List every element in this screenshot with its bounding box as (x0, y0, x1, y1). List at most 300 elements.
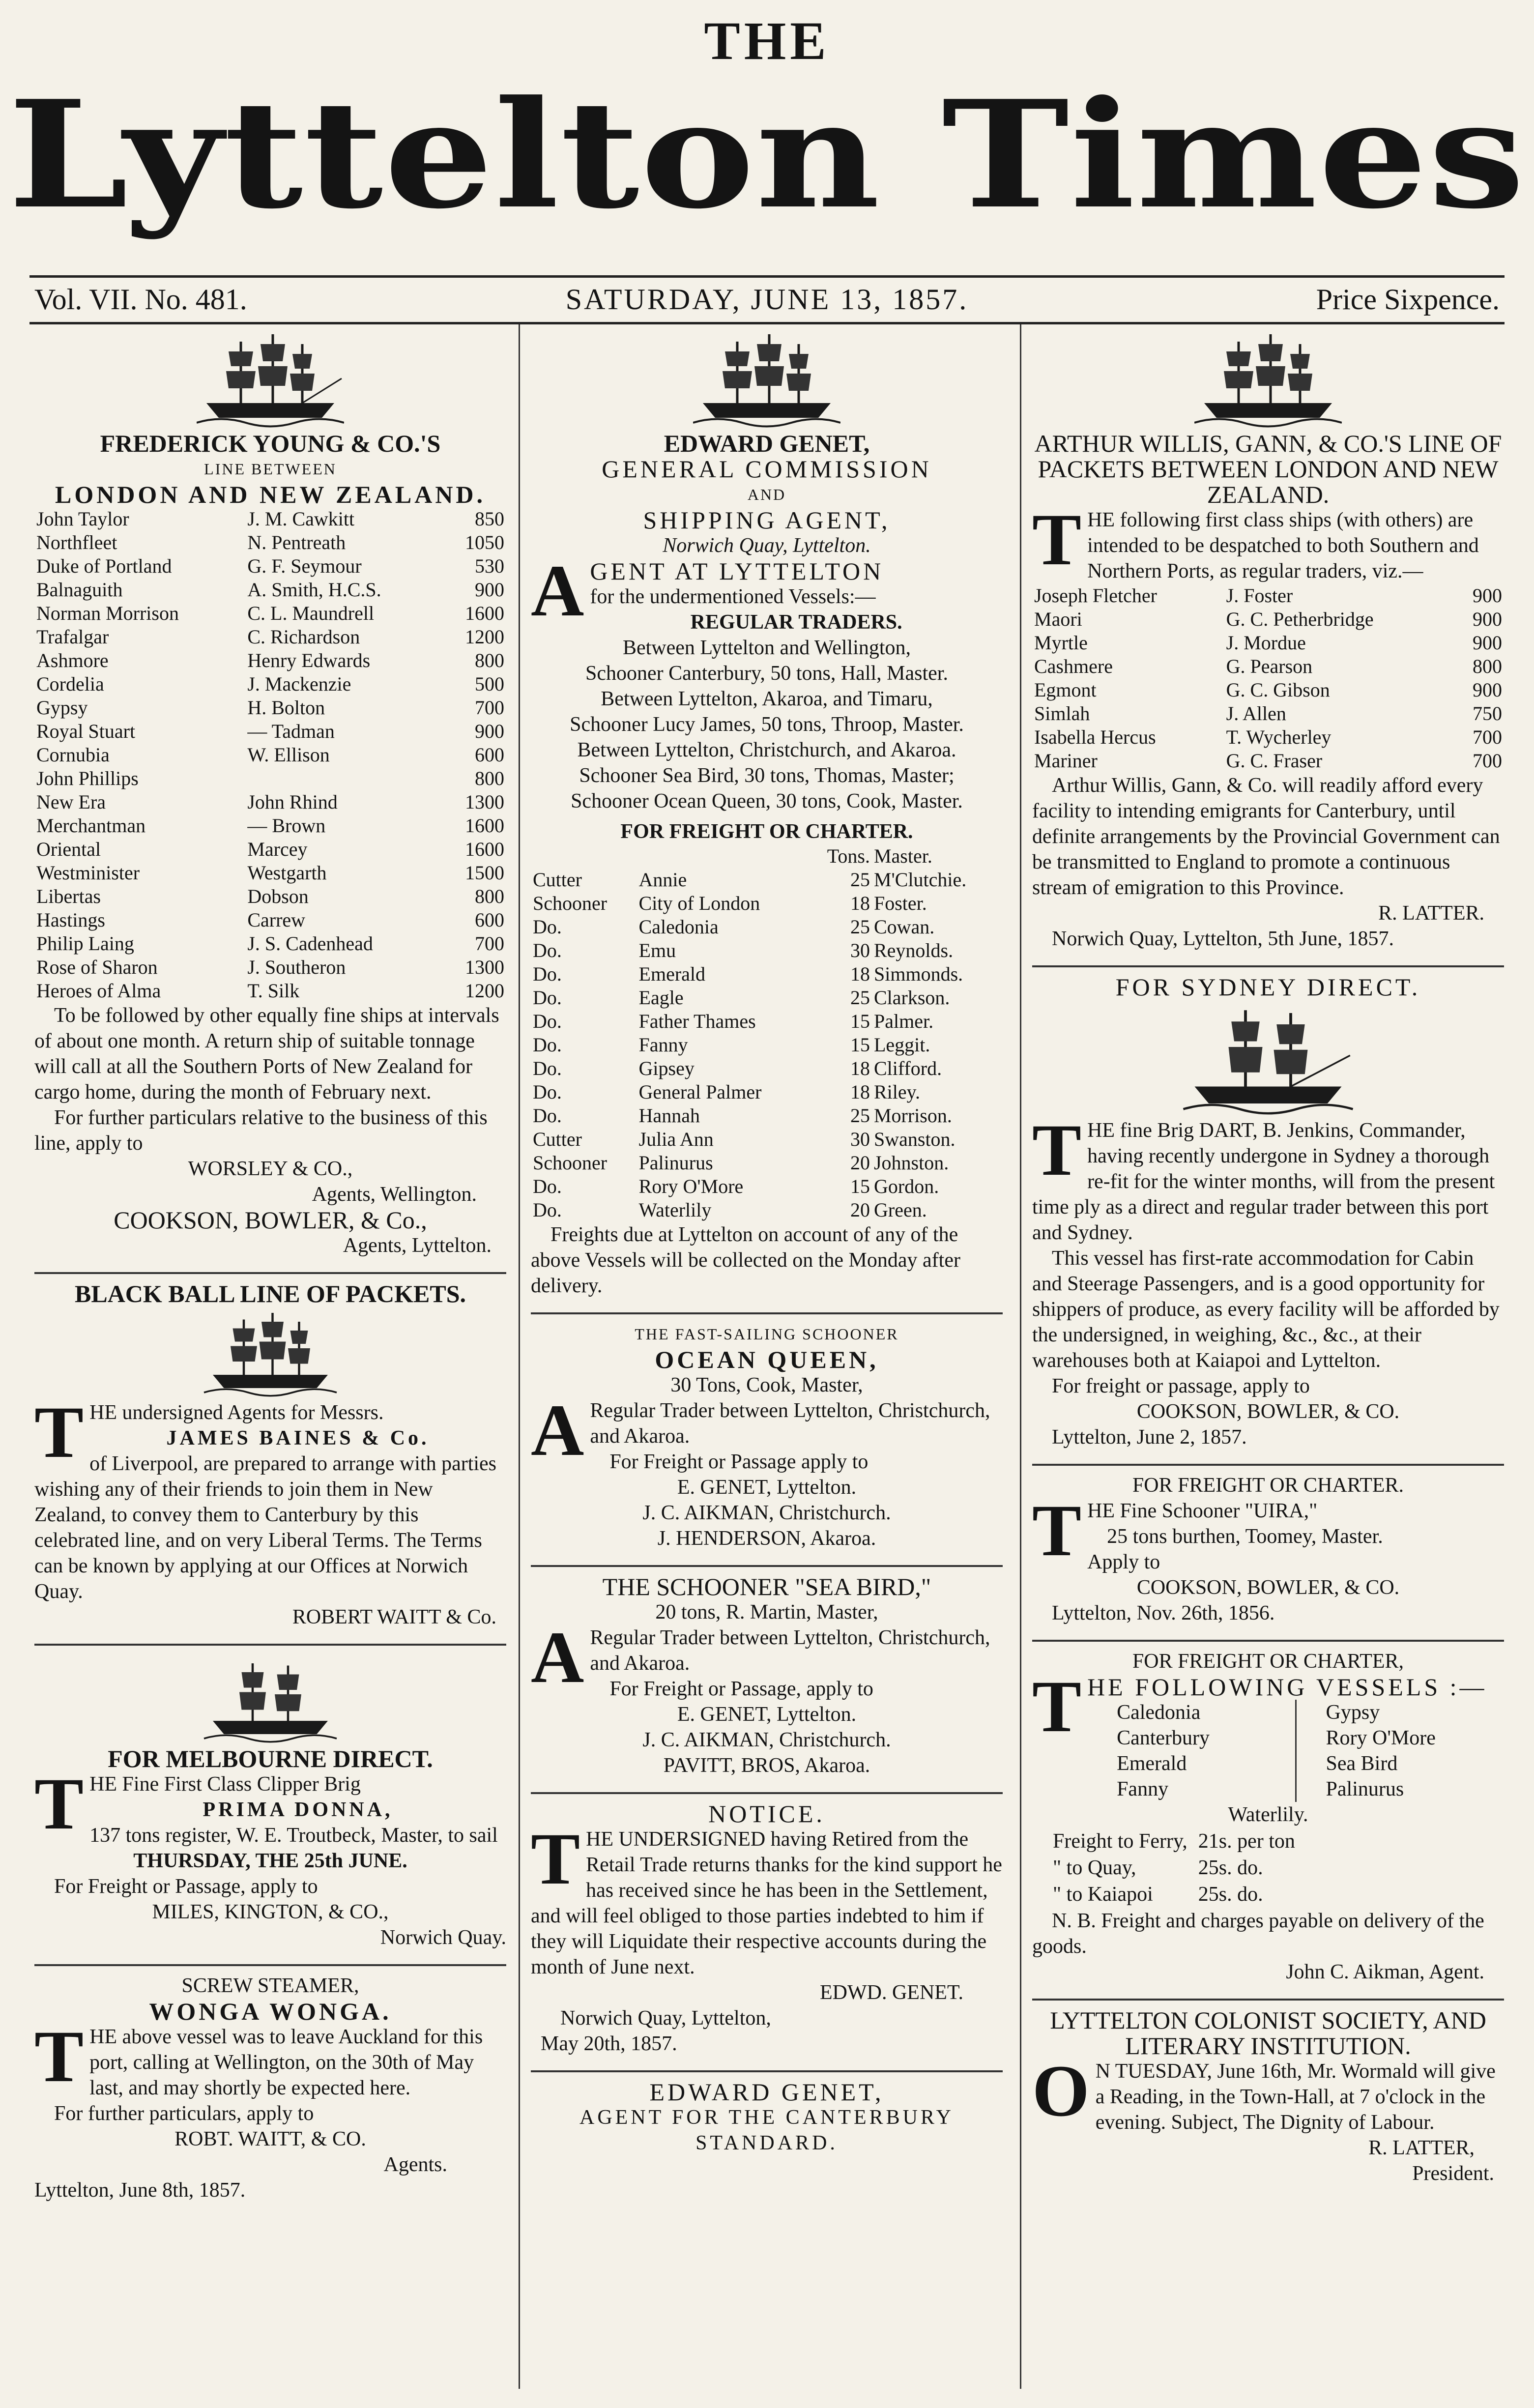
vessel-name: Eagle (638, 986, 684, 1009)
vessel-tons: 20 (850, 1199, 870, 1221)
ship-name: John Taylor (36, 508, 129, 530)
society-body: N TUESDAY, June 16th, Mr. Wormald will give a Reading, in the Town-Hall, at 7 o'clock in the evening. Subject, The Dignity of Labour. (1095, 2060, 1496, 2134)
vessel-master: Clifford. (873, 1057, 942, 1079)
genet-footer-agent: AGENT FOR THE CANTERBURY (579, 2106, 954, 2129)
ship-tons: 900 (1473, 632, 1502, 654)
ship-tons: 1050 (465, 531, 504, 553)
trader-line: Between Lyttelton and Wellington, (622, 637, 911, 659)
ship-tons: 700 (475, 696, 504, 719)
vessel-name: Caledonia (1117, 1701, 1201, 1724)
ship-tons: 800 (475, 767, 504, 789)
agent-line: J. C. AIKMAN, Christchurch. (642, 1502, 891, 1524)
ship-row (34, 531, 506, 554)
ship-name: Rose of Sharon (36, 956, 158, 978)
ship-row (1032, 608, 1504, 631)
ship-name: Hastings (36, 909, 105, 931)
ship-row (34, 625, 506, 649)
ship-row (1032, 725, 1504, 749)
vessel-type: Do. (533, 1175, 562, 1197)
trader-line: Schooner Sea Bird, 30 tons, Thomas, Master; (579, 764, 955, 787)
vessel-row (531, 962, 1003, 986)
sydney-dated: Lyttelton, June 2, 1857. (1052, 1426, 1247, 1449)
vessel-name: Father Thames (638, 1010, 756, 1032)
ship-name: Balnaguith (36, 579, 123, 601)
vessel-tons: 30 (850, 1128, 870, 1150)
ship-row (1032, 702, 1504, 725)
agent-line: J. HENDERSON, Akaroa. (657, 1527, 876, 1550)
vessel-type: Do. (533, 916, 562, 938)
willis-ship-table (1032, 584, 1504, 773)
drop-cap: A (531, 1390, 584, 1471)
vessel-tons: 18 (850, 963, 870, 985)
notice-heading: NOTICE. (708, 1800, 825, 1828)
ship-name: John Phillips (36, 767, 139, 789)
line-between-label: LINE BETWEEN (204, 460, 337, 478)
sea-bird-body: Regular Trader between Lyttelton, Christchurch, and Akaroa. (590, 1626, 990, 1675)
ship-tons: 850 (475, 508, 504, 530)
vessel-name: Fanny (638, 1034, 688, 1056)
uira-heading: FOR FREIGHT OR CHARTER. (1132, 1474, 1404, 1497)
vessel-name: City of London (638, 892, 760, 914)
notice-date: May 20th, 1857. (541, 2032, 677, 2055)
ship-tons: 1500 (465, 862, 504, 884)
uira-tons: 25 tons burthen, Toomey, Master. (1107, 1525, 1383, 1548)
fee-row (1048, 1828, 1300, 1854)
vessel-row (531, 986, 1003, 1010)
column-2 (531, 324, 1003, 2389)
ship-row (34, 507, 506, 531)
regular-traders-heading: REGULAR TRADERS. (690, 611, 902, 634)
sydney-body2: This vessel has first-rate accommodation for Cabin and Steerage Passengers, and is a good opportunity for shippers of produce, as every facility will be afforded by the undersigned, in weighing, &c., &c., at their warehouses both at Kaiapoi and Lyttelton. (1032, 1247, 1500, 1372)
master-header: Master. (873, 845, 932, 867)
black-ball-advert (34, 1278, 506, 1637)
notice-address: Norwich Quay, Lyttelton, (560, 2007, 771, 2030)
vessel-master: Reynolds. (873, 939, 954, 961)
ship-name: Philip Laing (36, 932, 134, 955)
sydney-agent: COOKSON, BOWLER, & CO. (1136, 1400, 1400, 1423)
young-agent2: COOKSON, BOWLER, & Co., (114, 1206, 427, 1234)
divider (531, 2070, 1003, 2072)
ship-tons: 530 (475, 555, 504, 577)
notice-advert (531, 1798, 1003, 2063)
ship-name: Maori (1034, 608, 1082, 630)
ship-name: Trafalgar (36, 626, 109, 648)
drop-cap: T (1032, 1490, 1082, 1571)
genet-agent-line: GENT AT LYTTELTON (590, 557, 884, 585)
vessel-name: Julia Ann (638, 1128, 714, 1150)
ship-master: J. M. Cawkitt (247, 508, 355, 530)
ship-master: — Brown (247, 814, 326, 837)
vessel-type: Do. (533, 1104, 562, 1127)
ship-tons: 1600 (465, 838, 504, 860)
ship-tons: 800 (475, 649, 504, 671)
ship-name: Ashmore (36, 649, 109, 671)
ship-tons: 1600 (465, 602, 504, 624)
ship-row (34, 743, 506, 767)
trader-line: Schooner Lucy James, 50 tons, Throop, Master. (570, 713, 964, 736)
ship-engraving-icon (1180, 1002, 1357, 1115)
agent-line: PAVITT, BROS, Akaroa. (663, 1754, 870, 1777)
vessel-master: Leggit. (873, 1034, 930, 1056)
ship-engraving-icon (693, 329, 840, 428)
vessel-name: Emerald (638, 963, 706, 985)
vessel-name: Rory O'More (638, 1175, 744, 1197)
uira-advert (1032, 1470, 1504, 1633)
vessel-master: Green. (873, 1199, 927, 1221)
vessel-name: General Palmer (638, 1081, 762, 1103)
vessel-row (531, 1151, 1003, 1175)
vessel-type: Cutter (533, 869, 582, 891)
steamer-agent-role: Agents. (383, 2153, 447, 2176)
ship-row (34, 696, 506, 720)
ship-row (1032, 631, 1504, 655)
ship-tons: 1600 (465, 814, 504, 837)
ship-master: Henry Edwards (247, 649, 371, 671)
agent-line: E. GENET, Lyttelton. (677, 1703, 857, 1726)
column-1 (34, 324, 506, 2389)
vessel-master: Johnston. (873, 1152, 949, 1174)
ship-master: Carrew (247, 909, 306, 931)
ship-tons: 900 (475, 579, 504, 601)
vessel-type: Do. (533, 963, 562, 985)
willis-dated: Norwich Quay, Lyttelton, 5th June, 1857. (1052, 928, 1394, 950)
ship-name: Westminister (36, 862, 140, 884)
ocean-queen-apply: For Freight or Passage apply to (609, 1451, 868, 1473)
vessel-tons: 25 (850, 869, 870, 891)
ship-master: T. Wycherley (1226, 726, 1331, 748)
black-ball-signature: ROBERT WAITT & Co. (292, 1606, 496, 1628)
freights-note: Freights due at Lyttelton on account of any of the above Vessels will be collected on the Monday after delivery. (531, 1223, 960, 1297)
genet-footer-name: EDWARD GENET, (649, 2078, 884, 2106)
vessel-master: Simmonds. (873, 963, 963, 985)
vessel-type: Do. (533, 1199, 562, 1221)
vessel-name: Waterlily. (1228, 1803, 1308, 1826)
vessel-row (531, 1010, 1003, 1033)
drop-cap: T (531, 1818, 580, 1900)
vessel-type: Do. (533, 1034, 562, 1056)
uira-lead: HE Fine Schooner "UIRA," (1087, 1500, 1318, 1522)
ship-name: Myrtle (1034, 632, 1088, 654)
vessel-name: Emu (638, 939, 676, 961)
ship-master: G. F. Seymour (247, 555, 362, 577)
ship-name: Mariner (1034, 750, 1098, 772)
ship-name: Libertas (36, 885, 101, 907)
willis-lead: HE following first class ships (with others) are intended to be despatched to both Southern and Northern Ports, as regular traders, viz.— (1087, 509, 1479, 582)
genet-for-line: for the undermentioned Vessels:— (590, 585, 876, 608)
vessel-type: Do. (533, 1057, 562, 1079)
steamer-advert (34, 1970, 506, 2210)
ship-tons: 600 (475, 744, 504, 766)
ship-row (34, 814, 506, 838)
ship-name: Duke of Portland (36, 555, 172, 577)
vessel-row (531, 939, 1003, 962)
steamer-name: WONGA WONGA. (149, 1998, 392, 2025)
ship-row (1032, 678, 1504, 702)
drop-cap: T (1032, 1109, 1082, 1191)
divider (1032, 1640, 1504, 1642)
ship-tons: 500 (475, 673, 504, 695)
vessel-master: Foster. (873, 892, 927, 914)
ship-master: J. Mordue (1226, 632, 1306, 654)
ship-row (34, 979, 506, 1003)
ship-name: Cordelia (36, 673, 104, 695)
uira-apply: Apply to (1087, 1551, 1160, 1573)
charter-lead: HE FOLLOWING VESSELS :— (1087, 1673, 1487, 1701)
ocean-queen-advert (531, 1318, 1003, 1558)
drop-cap: T (1032, 1666, 1082, 1747)
ship-master: Marcey (247, 838, 308, 860)
vessel-master: Palmer. (873, 1010, 934, 1032)
society-heading: LYTTELTON COLONIST SOCIETY, AND LITERARY INSTITUTION. (1050, 2006, 1486, 2060)
drop-cap: O (1032, 2050, 1090, 2132)
notice-signature: EDWD. GENET. (820, 1981, 963, 2004)
tons-header: Tons. (827, 845, 870, 867)
vessel-tons: 25 (850, 986, 870, 1009)
ship-master: J. Foster (1226, 584, 1293, 607)
melbourne-agent: MILES, KINGTON, & CO., (152, 1901, 389, 1923)
ship-row (34, 885, 506, 908)
ship-name: Royal Stuart (36, 720, 136, 742)
vessel-name: Gipsey (638, 1057, 695, 1079)
genet-footer-paper: STANDARD. (695, 2132, 838, 2154)
black-ball-heading: BLACK BALL LINE OF PACKETS. (75, 1280, 466, 1307)
freight-rates (1047, 1828, 1301, 1908)
ship-name: Egmont (1034, 679, 1097, 701)
ocean-queen-tons: 30 Tons, Cook, Master, (670, 1374, 863, 1396)
charter-signature: John C. Aikman, Agent. (1286, 1961, 1484, 1983)
vessel-name: Palinurus (638, 1152, 713, 1174)
genet-footer-advert (531, 2076, 1003, 2163)
ship-row (34, 932, 506, 956)
charter-nb: N. B. Freight and charges payable on delivery of the goods. (1032, 1910, 1484, 1958)
ship-tons: 1200 (465, 626, 504, 648)
melbourne-sail-date: THURSDAY, THE 25th JUNE. (133, 1850, 407, 1872)
ship-master: N. Pentreath (247, 531, 346, 553)
vessel-master: Riley. (873, 1081, 921, 1103)
ship-master: John Rhind (247, 791, 338, 813)
ship-master: G. C. Petherbridge (1226, 608, 1374, 630)
divider (34, 1964, 506, 1966)
willis-signature: R. LATTER. (1378, 902, 1484, 925)
genet-and: AND (747, 486, 786, 503)
vessel-master: Clarkson. (873, 986, 950, 1009)
dateline (29, 275, 1505, 324)
ship-tons: 900 (1473, 608, 1502, 630)
ship-master: J. S. Cadenhead (247, 932, 373, 955)
vessel-name: Waterlily (638, 1199, 712, 1221)
melbourne-body: 137 tons register, W. E. Troutbeck, Master, to sail (89, 1824, 498, 1847)
vessel-master: Gordon. (873, 1175, 939, 1197)
ship-name: Northfleet (36, 531, 117, 553)
ship-engraving-icon (197, 329, 344, 428)
young-agent2-location: Agents, Lyttelton. (343, 1234, 492, 1257)
vessel-name: Annie (638, 869, 687, 891)
uira-agent: COOKSON, BOWLER, & CO. (1136, 1576, 1400, 1599)
young-agent1-location: Agents, Wellington. (312, 1183, 477, 1206)
ship-tons: 700 (1473, 750, 1502, 772)
divider (531, 1565, 1003, 1567)
sea-bird-tons: 20 tons, R. Martin, Master, (655, 1601, 878, 1624)
melbourne-advert (34, 1650, 506, 1957)
vessel-row (531, 1057, 1003, 1080)
genet-vessel-table (531, 844, 1003, 1222)
ship-master: G. Pearson (1226, 655, 1313, 677)
ship-master: T. Silk (247, 980, 300, 1002)
steamer-heading: SCREW STEAMER, (181, 1974, 359, 1997)
trader-line: Between Lyttelton, Christchurch, and Akaroa. (577, 739, 956, 761)
vessel-row (531, 1104, 1003, 1128)
divider (1032, 1999, 1504, 2001)
genet-title1: GENERAL COMMISSION (602, 455, 932, 483)
genet-advert (531, 324, 1003, 1306)
vessel-master: Morrison. (873, 1104, 952, 1127)
ship-row (34, 602, 506, 625)
ocean-queen-body: Regular Trader between Lyttelton, Christchurch, and Akaroa. (590, 1399, 990, 1448)
ship-master: J. Allen (1226, 702, 1286, 725)
melbourne-location: Norwich Quay. (380, 1926, 506, 1949)
ship-tons: 700 (1473, 726, 1502, 748)
trader-line: Between Lyttelton, Akaroa, and Timaru, (601, 688, 933, 710)
drop-cap: A (531, 550, 584, 632)
ship-tons: 900 (1473, 584, 1502, 607)
divider (531, 1792, 1003, 1794)
vessel-row (531, 1128, 1003, 1151)
ship-master: H. Bolton (247, 696, 325, 719)
fee-amount: 25s. do. (1198, 1883, 1263, 1906)
divider (1032, 965, 1504, 967)
fee-row (1048, 1855, 1300, 1881)
fee-destination: Freight to Ferry, (1053, 1830, 1187, 1853)
sea-bird-advert (531, 1571, 1003, 1785)
charter-vessel-list (1087, 1700, 1504, 1802)
sydney-heading: FOR SYDNEY DIRECT. (1115, 973, 1421, 1001)
vessel-row (531, 892, 1003, 915)
fee-amount: 25s. do. (1198, 1857, 1263, 1879)
vessel-row (531, 1198, 1003, 1222)
ship-row (34, 578, 506, 602)
willis-body: Arthur Willis, Gann, & Co. will readily afford every facility to intending emigrants for Canterbury, until definite arrangements by the Provincial Government can be transmitted to England to promote a continuous stream of emigration to this Province. (1032, 774, 1500, 899)
ocean-queen-kicker: THE FAST-SAILING SCHOONER (635, 1325, 899, 1343)
melbourne-ship: PRIMA DONNA, (203, 1799, 393, 1821)
ship-name: New Era (36, 791, 106, 813)
young-ship-table (34, 507, 506, 1003)
ship-row (1032, 584, 1504, 608)
ship-tons: 750 (1473, 702, 1502, 725)
ship-master: C. L. Maundrell (247, 602, 375, 624)
vessel-master: Swanston. (873, 1128, 955, 1150)
steamer-agent: ROBT. WAITT, & CO. (174, 2128, 366, 2150)
newspaper-title: Lyttelton Times (8, 68, 1526, 241)
vessel-type: Do. (533, 1010, 562, 1032)
steamer-date: Lyttelton, June 8th, 1857. (34, 2179, 246, 2202)
divider (531, 1312, 1003, 1314)
agent-line: J. C. AIKMAN, Christchurch. (642, 1729, 891, 1751)
vessel-name: Fanny (1117, 1778, 1169, 1800)
ship-master: A. Smith, H.C.S. (247, 579, 381, 601)
vessel-name: Palinurus (1326, 1778, 1404, 1800)
ship-tons: 600 (475, 909, 504, 931)
masthead-the: THE (704, 11, 830, 71)
ship-master: G. C. Fraser (1226, 750, 1323, 772)
melbourne-apply: For Freight or Passage, apply to (54, 1875, 318, 1898)
ship-engraving-icon (202, 1654, 339, 1743)
vessel-name: Sea Bird (1326, 1752, 1398, 1775)
ship-master: — Tadman (247, 720, 335, 742)
vessel-name: Emerald (1117, 1752, 1187, 1775)
young-agent1: WORSLEY & CO., (188, 1158, 353, 1180)
vessel-type: Do. (533, 939, 562, 961)
ship-row (34, 554, 506, 578)
vessel-row (531, 1080, 1003, 1104)
sydney-apply: For freight or passage, apply to (1052, 1375, 1310, 1397)
fee-destination: " to Quay, (1053, 1857, 1136, 1879)
uira-dated: Lyttelton, Nov. 26th, 1856. (1052, 1602, 1275, 1625)
ship-name: Cornubia (36, 744, 110, 766)
ship-row (1032, 655, 1504, 678)
young-route: LONDON AND NEW ZEALAND. (55, 481, 486, 508)
ship-name: Cashmere (1034, 655, 1113, 677)
ocean-queen-name: OCEAN QUEEN, (655, 1346, 879, 1373)
ship-tons: 900 (475, 720, 504, 742)
ship-row (34, 649, 506, 672)
society-advert (1032, 2004, 1504, 2193)
ship-name: Simlah (1034, 702, 1090, 725)
vessel-tons: 18 (850, 1081, 870, 1103)
ship-tons: 900 (1473, 679, 1502, 701)
vessel-tons: 15 (850, 1175, 870, 1197)
ship-name: Heroes of Alma (36, 980, 161, 1002)
price: Price Sixpence. (1316, 283, 1500, 316)
vessel-row (531, 868, 1003, 892)
drop-cap: T (34, 1392, 84, 1473)
ship-row (34, 720, 506, 743)
charter-heading: FOR FREIGHT OR CHARTER, (1132, 1650, 1404, 1673)
vessel-tons: 15 (850, 1010, 870, 1032)
vessel-name: Gypsy (1326, 1701, 1380, 1724)
charter-left-list (1087, 1700, 1295, 1802)
melbourne-heading: FOR MELBOURNE DIRECT. (108, 1745, 433, 1772)
divider (34, 1644, 506, 1646)
young-body: To be followed by other equally fine ships at intervals of about one month. A return ship of suitable tonnage will call at all the Southern Ports of New Zealand for cargo home, during the month of February next. (34, 1004, 499, 1103)
ship-row (34, 672, 506, 696)
drop-cap: T (1032, 499, 1082, 580)
notice-body: HE UNDERSIGNED having Retired from the Retail Trade returns thanks for the kind support he has received since he has been in the Settlement, and will feel obliged to those parties indebted to him if they will Liquidate their respective accounts during the month of June next. (531, 1828, 1002, 1978)
young-heading: FREDERICK YOUNG & CO.'S (100, 430, 441, 457)
vessel-master: M'Clutchie. (873, 869, 967, 891)
volume-number: Vol. VII. No. 481. (34, 283, 247, 316)
vessel-tons: 20 (850, 1152, 870, 1174)
ship-row (34, 767, 506, 790)
vessel-tons: 18 (850, 1057, 870, 1079)
ship-row (34, 838, 506, 861)
drop-cap: T (34, 2016, 84, 2097)
ship-master: W. Ellison (247, 744, 330, 766)
ship-engraving-icon (1194, 329, 1342, 428)
vessel-row (531, 915, 1003, 939)
ship-master (245, 767, 444, 790)
willis-advert (1032, 324, 1504, 958)
vessel-row (531, 1175, 1003, 1198)
ship-row (34, 908, 506, 932)
ship-master: J. Southeron (247, 956, 346, 978)
ship-tons: 800 (475, 885, 504, 907)
steamer-body: HE above vessel was to leave Auckland for this port, calling at Wellington, on the 30th of May last, and may shortly be expected here. (89, 2026, 483, 2099)
freight-charter-heading: FOR FREIGHT OR CHARTER. (620, 820, 913, 843)
young-further: For further particulars relative to the business of this line, apply to (34, 1106, 488, 1155)
young-advert (34, 324, 506, 1265)
ship-name: Oriental (36, 838, 101, 860)
sydney-body: HE fine Brig DART, B. Jenkins, Commander, having recently undergone in Sydney a thorough re-fit for the winter months, will from the present time ply as a direct and regular trader between this port and Sydney. (1032, 1119, 1495, 1244)
